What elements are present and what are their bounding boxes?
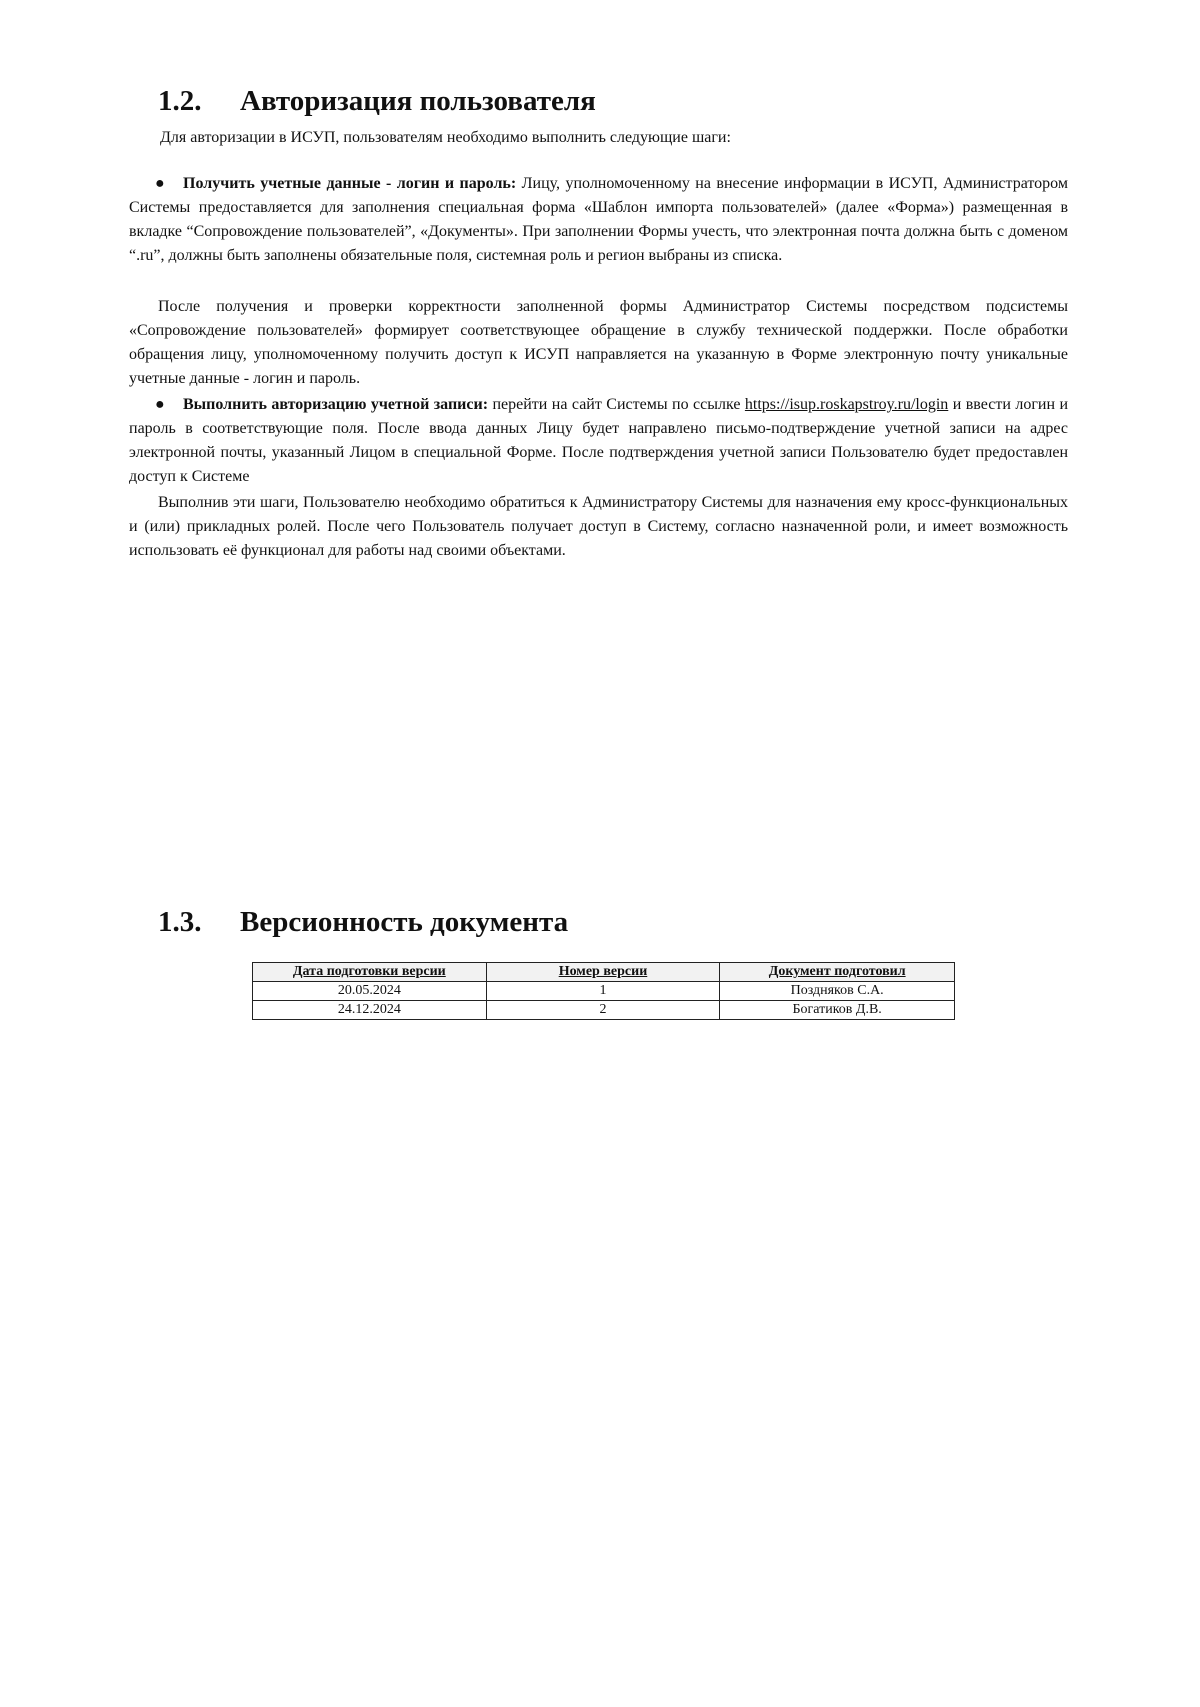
header-author: Документ подготовил — [720, 963, 955, 982]
cell-author: Богатиков Д.В. — [720, 1001, 955, 1020]
closing-text: Выполнив эти шаги, Пользователю необходимо обратиться к Администратору Системы для назначения ему кросс-функциональных и (или) прикладных ролей. После чего Пользователь получает доступ в Систему, согласно назначенной роли, и имеет возможность использовать её функционал для работы над своими объектами. — [129, 494, 1068, 559]
step-2-paragraph — [129, 393, 1068, 489]
section-number: 1.2. — [158, 85, 202, 117]
intro-paragraph: Для авторизации в ИСУП, пользователям необходимо выполнить следующие шаги: — [160, 129, 731, 146]
section-title: Авторизация пользователя — [240, 85, 596, 117]
cell-date: 20.05.2024 — [253, 982, 487, 1001]
table-row — [253, 982, 955, 1001]
step-2-label: Выполнить авторизацию учетной записи: — [183, 396, 489, 413]
table-row — [253, 1001, 955, 1020]
step-1-paragraph — [129, 172, 1068, 268]
closing-paragraph — [129, 491, 1068, 563]
section-heading-auth — [158, 84, 596, 118]
cell-version: 1 — [486, 982, 720, 1001]
section-number: 1.3. — [158, 906, 202, 938]
section-heading-versions — [158, 905, 568, 939]
after-step-1-paragraph — [129, 295, 1068, 391]
step-1-text: Лицу, уполномоченному на внесение информации в ИСУП, Администратором Системы предоставляется для заполнения специальная форма «Шаблон импорта пользователей» (далее «Форма») размещенная в вкладке “Сопровождение пользователей”, «Документы». При заполнении Формы учесть, что электронная почта должна быть с доменом “.ru”, должны быть заполнены обязательные поля, системная роль и регион выбраны из списка. — [129, 175, 1068, 264]
login-link[interactable]: https://isup.roskapstroy.ru/login — [744, 396, 949, 413]
header-version: Номер версии — [486, 963, 720, 982]
step-2-text-after-link: и ввести логин и пароль в соответствующие поля. После ввода данных Лицу будет направлено письмо-подтверждение учетной записи на адрес электронной почты, указанный Лицом в специальной Форме. После подтверждения учетной записи Пользователю будет предоставлен доступ к Системе — [129, 396, 1069, 485]
table-header-row — [253, 963, 955, 982]
header-date: Дата подготовки версии — [253, 963, 487, 982]
section-title: Версионность документа — [240, 906, 569, 938]
bullet-icon: ● — [155, 175, 165, 192]
cell-date: 24.12.2024 — [253, 1001, 487, 1020]
cell-author: Поздняков С.А. — [720, 982, 955, 1001]
step-2-text-before-link: перейти на сайт Системы по ссылке — [488, 396, 745, 413]
cell-version: 2 — [486, 1001, 720, 1020]
after-step-1-text: После получения и проверки корректности заполненной формы Администратор Системы посредством подсистемы «Сопровождение пользователей» формирует соответствующее обращение в службу технической поддержки. После обработки обращения лицу, уполномоченному получить доступ к ИСУП направляется на указанную в Форме электронную почту уникальные учетные данные - логин и пароль. — [129, 298, 1068, 387]
step-1-label: Получить учетные данные - логин и пароль: — [183, 175, 517, 192]
versions-table — [252, 962, 955, 1020]
bullet-icon: ● — [155, 396, 165, 413]
